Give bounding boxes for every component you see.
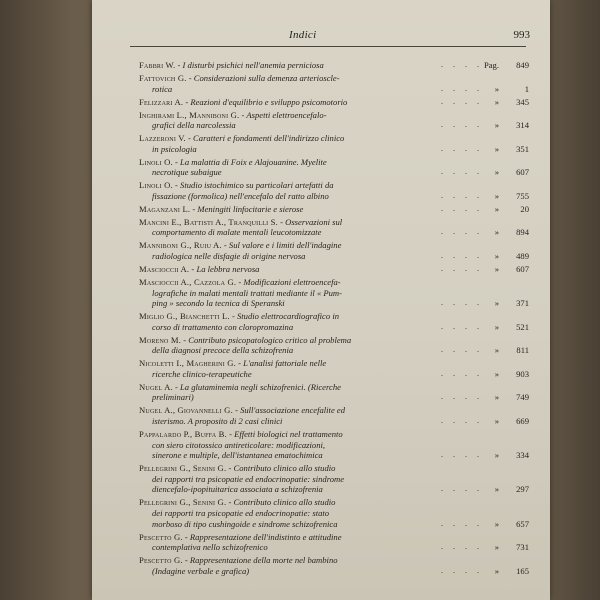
entry-author: Mascioccii A. bbox=[139, 264, 190, 274]
entry-first-line bbox=[139, 429, 529, 440]
entry-page-number: 849 bbox=[516, 60, 529, 70]
entry-page-number: 489 bbox=[516, 251, 529, 262]
entry-page-number: 165 bbox=[516, 565, 529, 576]
dot-leader: . . . . bbox=[441, 143, 483, 153]
entry-continuation-line bbox=[139, 288, 529, 299]
entry-title: sinerone e multiple, dell'istantanea ematochimica bbox=[152, 450, 323, 461]
index-entry bbox=[139, 217, 529, 238]
entry-title: - Meningiti linfocitarie e sierose bbox=[190, 203, 304, 214]
page-prefix: » bbox=[494, 518, 499, 529]
entry-author: Felizzari A. bbox=[139, 96, 184, 107]
page-prefix: » bbox=[494, 120, 499, 131]
entry-page-number: 669 bbox=[516, 416, 529, 427]
entry-author: Fattovich G. bbox=[139, 72, 187, 83]
entry-title: grafici della narcolessia bbox=[152, 120, 236, 131]
entry-author: Pellegrini G., Senini G. bbox=[139, 463, 227, 474]
entry-title: della diagnosi precoce della schizofrenia bbox=[152, 345, 294, 356]
entry-continuation-line bbox=[139, 227, 529, 238]
index-entry bbox=[139, 335, 529, 356]
entry-title: - Rappresentazione della morte nel bambino bbox=[182, 555, 338, 566]
entry-first-line bbox=[139, 97, 529, 108]
entry-page-number: 1 bbox=[524, 83, 529, 94]
entry-title: morboso di tipo cushingoide e sindrome schizofrenica bbox=[152, 518, 338, 529]
index-entry bbox=[139, 429, 529, 461]
entry-first-line bbox=[139, 463, 529, 474]
page-prefix: » bbox=[494, 251, 499, 262]
entry-first-line bbox=[139, 555, 529, 566]
index-entry bbox=[139, 204, 529, 215]
dot-leader: . . . . bbox=[441, 392, 483, 402]
dot-leader: . . . . bbox=[441, 484, 483, 494]
entry-author: Miglio G., Bianchetti L. bbox=[139, 311, 230, 322]
entry-first-line bbox=[139, 240, 529, 251]
entry-author: Linoli O. bbox=[139, 156, 173, 167]
entry-author: Fabbri W. bbox=[139, 60, 176, 70]
entry-first-line bbox=[139, 217, 529, 228]
entry-continuation-line bbox=[139, 440, 529, 451]
entry-title: - Effetti biologici nel trattamento bbox=[226, 429, 343, 440]
entry-title: - La lebbra nervosa bbox=[189, 264, 260, 274]
entry-title: isterismo. A proposito di 2 casi clinici bbox=[152, 416, 283, 427]
page-prefix: » bbox=[494, 450, 499, 461]
entry-first-line bbox=[139, 532, 529, 543]
page-prefix: » bbox=[494, 83, 499, 94]
page-prefix: » bbox=[494, 392, 499, 403]
entry-author: Nugel A. bbox=[139, 381, 173, 392]
entry-title: - Contributo clinico allo studio bbox=[226, 463, 336, 474]
entry-title: - Sul valore e i limiti dell'indagine bbox=[221, 240, 342, 251]
index-entry bbox=[139, 555, 529, 576]
entry-title: - Caratteri e fondamenti dell'indirizzo clinico bbox=[185, 133, 345, 144]
entry-first-line bbox=[139, 157, 529, 168]
page-prefix: » bbox=[494, 484, 499, 495]
header-rule bbox=[130, 46, 526, 47]
entry-continuation-line bbox=[139, 416, 529, 427]
entry-continuation-line bbox=[139, 84, 529, 95]
index-entry bbox=[139, 180, 529, 201]
dot-leader: . . . . bbox=[441, 368, 483, 378]
entry-page-number: 607 bbox=[516, 167, 529, 178]
entry-title: - Sull'associazione encefalite ed bbox=[232, 405, 346, 416]
page-prefix: » bbox=[494, 345, 499, 356]
page-prefix: » bbox=[494, 542, 499, 553]
index-entry bbox=[139, 157, 529, 178]
entry-page-number: 731 bbox=[516, 542, 529, 553]
dot-leader: . . . . bbox=[441, 60, 483, 69]
entry-title: ping » secondo la tecnica di Speranski bbox=[152, 298, 285, 309]
entry-title: corso di trattamento con cloropromazina bbox=[152, 321, 294, 332]
page-prefix: » bbox=[494, 321, 499, 332]
page-prefix: » bbox=[494, 368, 499, 379]
entry-first-line bbox=[139, 335, 529, 346]
entry-author: Nugel A., Giovannelli G. bbox=[139, 405, 233, 416]
entry-title: - Modificazioni elettroencefa- bbox=[236, 276, 341, 287]
entry-page-number: 903 bbox=[516, 368, 529, 379]
index-entry bbox=[139, 277, 529, 309]
dot-leader: . . . . bbox=[441, 251, 483, 261]
dot-leader: . . . . bbox=[441, 565, 483, 575]
entry-author: Pappalardo P., Buffa B. bbox=[139, 429, 227, 440]
page-header bbox=[92, 29, 550, 45]
index-entry bbox=[139, 463, 529, 495]
index-entry bbox=[139, 358, 529, 379]
entry-continuation-line bbox=[139, 484, 529, 495]
entry-first-line bbox=[139, 358, 529, 369]
entry-page-number: 521 bbox=[516, 321, 529, 332]
entry-title: dei rapporti tra psicopatie ed endocrinopatie: stato bbox=[152, 507, 330, 518]
dot-leader: . . . . bbox=[441, 298, 483, 308]
entry-page-number: 607 bbox=[516, 264, 529, 274]
entry-page-number: 749 bbox=[516, 392, 529, 403]
entry-author: Lazzeroni V. bbox=[139, 133, 186, 144]
entry-page-number: 371 bbox=[516, 298, 529, 309]
entry-title: - Contributo psicopatologico critico al problema bbox=[181, 334, 352, 345]
dot-leader: . . . . bbox=[441, 203, 483, 213]
dot-leader: . . . . bbox=[441, 190, 483, 200]
entry-page-number: 345 bbox=[516, 96, 529, 107]
entry-page-number: 314 bbox=[516, 120, 529, 131]
entry-title: necrotique subaigue bbox=[152, 167, 222, 178]
dot-leader: . . . . bbox=[441, 542, 483, 552]
entry-continuation-line bbox=[139, 144, 529, 155]
index-entry bbox=[139, 73, 529, 94]
entry-author: Pellegrini G., Senini G. bbox=[139, 497, 227, 508]
entry-title: in psicologia bbox=[152, 143, 197, 154]
entry-first-line bbox=[139, 382, 529, 393]
entry-page-number: 297 bbox=[516, 484, 529, 495]
page-prefix: » bbox=[494, 416, 499, 427]
dot-leader: . . . . bbox=[441, 416, 483, 426]
entry-author: Maganzani L. bbox=[139, 203, 191, 214]
dot-leader: . . . . bbox=[441, 518, 483, 528]
entry-title: - Rappresentazione dell'indistinto e attitudine bbox=[182, 531, 342, 542]
entry-title: (Indagine verbale e grafica) bbox=[152, 565, 250, 576]
entry-first-line bbox=[139, 204, 529, 215]
index-entry bbox=[139, 264, 529, 275]
index-entries bbox=[139, 60, 529, 579]
index-entry bbox=[139, 405, 529, 426]
entry-title: - Considerazioni sulla demenza arterioscle- bbox=[186, 72, 340, 83]
page-prefix: » bbox=[494, 143, 499, 154]
entry-page-number: 20 bbox=[520, 203, 529, 214]
entry-author: Inghirami L., Manniboni G. bbox=[139, 109, 240, 120]
entry-title: radiologica nelle disfagie di origine nervosa bbox=[152, 251, 306, 262]
header-page-number: 993 bbox=[513, 29, 530, 41]
index-entry bbox=[139, 311, 529, 332]
entry-first-line bbox=[139, 110, 529, 121]
entry-title: comportamento di malate mentali leucotomizzate bbox=[152, 227, 322, 238]
running-title: Indici bbox=[289, 29, 317, 41]
index-entry bbox=[139, 60, 529, 71]
entry-title: - I disturbi psichici nell'anemia perniciosa bbox=[175, 60, 324, 70]
entry-continuation-line bbox=[139, 251, 529, 262]
entry-author: Nicoletti I., Magherini G. bbox=[139, 358, 236, 369]
entry-first-line bbox=[139, 264, 529, 275]
entry-title: rotica bbox=[152, 83, 173, 94]
entry-author: Mascioccii A., Cazzola G. bbox=[139, 276, 237, 287]
dot-leader: . . . . bbox=[441, 264, 483, 273]
entry-continuation-line bbox=[139, 392, 529, 403]
dot-leader: . . . . bbox=[441, 450, 483, 460]
entry-continuation-line bbox=[139, 298, 529, 309]
index-entry bbox=[139, 240, 529, 261]
index-entry bbox=[139, 110, 529, 131]
page-prefix: » bbox=[494, 298, 499, 309]
dot-leader: . . . . bbox=[441, 96, 483, 106]
entry-page-number: 894 bbox=[516, 227, 529, 238]
index-entry bbox=[139, 382, 529, 403]
entry-first-line bbox=[139, 73, 529, 84]
entry-title: contemplativa nello schizofrenico bbox=[152, 542, 268, 553]
entry-page-number: 755 bbox=[516, 190, 529, 201]
entry-title: lografiche in malati mentali trattati mediante il « Pum- bbox=[152, 287, 342, 298]
dot-leader: . . . . bbox=[441, 227, 483, 237]
entry-first-line bbox=[139, 277, 529, 288]
entry-first-line bbox=[139, 180, 529, 191]
book-page bbox=[92, 0, 550, 600]
entry-first-line bbox=[139, 311, 529, 322]
page-prefix: » bbox=[494, 167, 499, 178]
entry-author: Mancini E., Battisti A., Tranquilli S. bbox=[139, 216, 278, 227]
entry-first-line bbox=[139, 133, 529, 144]
page-prefix: » bbox=[494, 264, 499, 274]
index-entry bbox=[139, 497, 529, 529]
entry-first-line bbox=[139, 405, 529, 416]
entry-title: - Aspetti elettroencefalo- bbox=[239, 109, 327, 120]
page-prefix: Pag. bbox=[483, 60, 499, 70]
entry-page-number: 657 bbox=[516, 518, 529, 529]
entry-continuation-line bbox=[139, 566, 529, 577]
page-prefix: » bbox=[494, 190, 499, 201]
entry-continuation-line bbox=[139, 542, 529, 553]
index-entry bbox=[139, 133, 529, 154]
entry-page-number: 811 bbox=[516, 345, 529, 356]
entry-title: - L'analisi fattoriale nelle bbox=[236, 358, 327, 369]
entry-continuation-line bbox=[139, 450, 529, 461]
dot-leader: . . . . bbox=[441, 167, 483, 177]
entry-author: Moreno M. bbox=[139, 334, 182, 345]
entry-author: Pescetto G. bbox=[139, 555, 183, 566]
entry-continuation-line bbox=[139, 508, 529, 519]
entry-continuation-line bbox=[139, 322, 529, 333]
entry-author: Linoli O. bbox=[139, 180, 173, 191]
entry-continuation-line bbox=[139, 167, 529, 178]
entry-author: Pescetto G. bbox=[139, 531, 183, 542]
entry-title: dei rapporti tra psicopatie ed endocrinopatie: sindrome bbox=[152, 473, 345, 484]
index-entry bbox=[139, 532, 529, 553]
dot-leader: . . . . bbox=[441, 120, 483, 130]
entry-first-line bbox=[139, 60, 529, 71]
entry-title: - Reazioni d'equilibrio e sviluppo psicomotorio bbox=[183, 96, 348, 107]
entry-title: preliminari) bbox=[152, 392, 194, 403]
entry-title: - Osservazioni sul bbox=[277, 216, 343, 227]
entry-page-number: 334 bbox=[516, 450, 529, 461]
entry-title: diencefalo-ipopituitarica associata a schizofrenia bbox=[152, 484, 323, 495]
entry-title: fissazione (formolica) nell'encefalo del ratto albino bbox=[152, 190, 329, 201]
entry-title: - La glutaminemia negli schizofrenici. (Ricerche bbox=[172, 381, 341, 392]
entry-title: - La malattia di Foix e Alajouanine. Myelite bbox=[172, 156, 327, 167]
entry-title: - Studio elettrocardiografico in bbox=[229, 311, 340, 322]
index-entry bbox=[139, 97, 529, 108]
entry-page-number: 351 bbox=[516, 143, 529, 154]
entry-continuation-line bbox=[139, 345, 529, 356]
entry-continuation-line bbox=[139, 120, 529, 131]
entry-continuation-line bbox=[139, 191, 529, 202]
dot-leader: . . . . bbox=[441, 345, 483, 355]
entry-title: - Contributo clinico allo studio bbox=[226, 497, 336, 508]
entry-continuation-line bbox=[139, 519, 529, 530]
entry-title: ricerche clinico-terapeutiche bbox=[152, 368, 252, 379]
page-prefix: » bbox=[494, 203, 499, 214]
entry-title: - Studio istochimico su particolari artefatti da bbox=[172, 180, 334, 191]
page-prefix: » bbox=[494, 565, 499, 576]
dot-leader: . . . . bbox=[441, 321, 483, 331]
entry-first-line bbox=[139, 497, 529, 508]
entry-author: Manniboni G., Ruiu A. bbox=[139, 240, 222, 251]
entry-continuation-line bbox=[139, 474, 529, 485]
entry-title: con siero citotossico antireticolare: modificazioni, bbox=[152, 439, 326, 450]
page-prefix: » bbox=[494, 227, 499, 238]
dot-leader: . . . . bbox=[441, 83, 483, 93]
page-prefix: » bbox=[494, 96, 499, 107]
entry-continuation-line bbox=[139, 369, 529, 380]
